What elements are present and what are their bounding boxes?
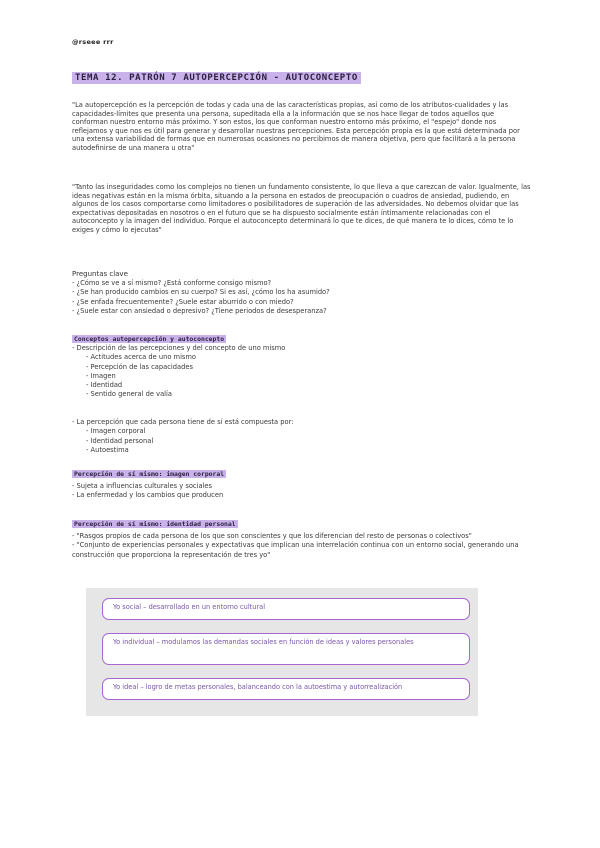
intro-paragraph-1: "La autopercepción es la percepción de todas y cada una de las características propias, así como de los atributos-cualidades y las capacidades-límites que presenta una persona, supeditada ella a la información que se nos hace llegar de todos aquellos que conforman nuestro entorno más próximo. Y son estos, los que conforman nuestro entorno más próximo, el "espejo" donde nos reflejamos y que nos es útil para generar y desarrollar nuestras percepciones. Esta percepción propia es la que está determinada por una extensa variabilidad de formas que en numerosas ocasiones no percibimos de manera objetiva, pero que facilitará a la persona autodefinirse de una manera u otra" (72, 101, 520, 152)
percepcion-components-list (72, 418, 532, 455)
watermark-logo: @rseee rrr (72, 38, 114, 46)
diagram-item-yo-social: Yo social – desarrollado en un entorno cultural (102, 598, 470, 620)
identidad-personal-list (72, 532, 532, 560)
diagram-item-yo-ideal: Yo ideal – logro de metas personales, balanceando con la autoestima y autorrealización (102, 678, 470, 700)
list-item: - Imagen (86, 371, 116, 380)
list-item: - ¿Se enfada frecuentemente? ¿Suele estar aburrido o con miedo? (72, 297, 294, 306)
list-item: - Sentido general de valía (86, 390, 172, 399)
preguntas-label: Preguntas clave (72, 270, 128, 278)
list-item: - Identidad personal (86, 436, 154, 445)
list-item: - La percepción que cada persona tiene de sí está compuesta por: (72, 418, 294, 426)
list-item: - Actitudes acerca de uno mismo (86, 353, 197, 362)
list-item: - "Conjunto de experiencias personales y expectativas que implican una interrelación continua con un entorno social, generando una construcción que proporciona la representación de tres yo" (72, 541, 519, 559)
list-item: - ¿Se han producido cambios en su cuerpo? Si es así, ¿cómo los ha asumido? (72, 288, 330, 297)
section-heading-identidad-personal: Percepción de sí mismo: identidad personal (74, 520, 236, 528)
list-item: - La enfermedad y los cambios que producen (72, 491, 224, 500)
section-heading-imagen-corporal: Percepción de sí mismo: imagen corporal (74, 470, 225, 478)
list-item: - Autoestima (86, 445, 129, 454)
list-item: - "Rasgos propios de cada persona de los que son conscientes y que los diferencian del resto de personas o colectivos" (72, 532, 472, 540)
list-item: - ¿Suele estar con ansiedad o depresivo? ¿Tiene periodos de desesperanza? (72, 306, 327, 315)
tres-yo-diagram (86, 588, 478, 716)
list-item: - Sujeta a influencias culturales y sociales (72, 482, 213, 490)
list-item: - Descripción de las percepciones y del concepto de uno mismo (72, 344, 286, 352)
intro-paragraph-2: "Tanto las inseguridades como los complejos no tienen un fundamento consistente, lo que lleva a que carezcan de valor. Igualmente, las ideas negativas están en la misma órbita, situando a la persona en estados de preocupación o cuadros de ansiedad, pudiendo, en algunos de los casos comportarse como limitadores o posibilitadores de superación de las adversidades. No debemos olvidar que las expectativas depositadas en nosotros o en el futuro que se ha dispuesto socialmente están íntimamente relacionadas con el autoconcepto y la imagen del individuo. Porque el autoconcepto determinará lo que te dices, de qué manera te lo dices, cómo te lo exiges y cómo lo ejecutas" (72, 183, 531, 234)
list-item: - ¿Cómo se ve a sí mismo? ¿Está conforme consigo mismo? (72, 279, 272, 287)
diagram-item-yo-individual: Yo individual – modulamos las demandas sociales en función de ideas y valores personales (102, 633, 470, 665)
list-item: - Percepción de las capacidades (86, 362, 193, 371)
list-item: - Identidad (86, 381, 123, 390)
section-heading-conceptos: Conceptos autopercepción y autoconcepto (74, 335, 225, 343)
imagen-corporal-list (72, 482, 532, 501)
preguntas-list (72, 279, 532, 316)
page-title: TEMA 12. PATRÓN 7 AUTOPERCEPCIÓN - AUTOCONCEPTO (72, 72, 361, 84)
conceptos-list (72, 344, 532, 400)
list-item: - Imagen corporal (86, 427, 146, 436)
